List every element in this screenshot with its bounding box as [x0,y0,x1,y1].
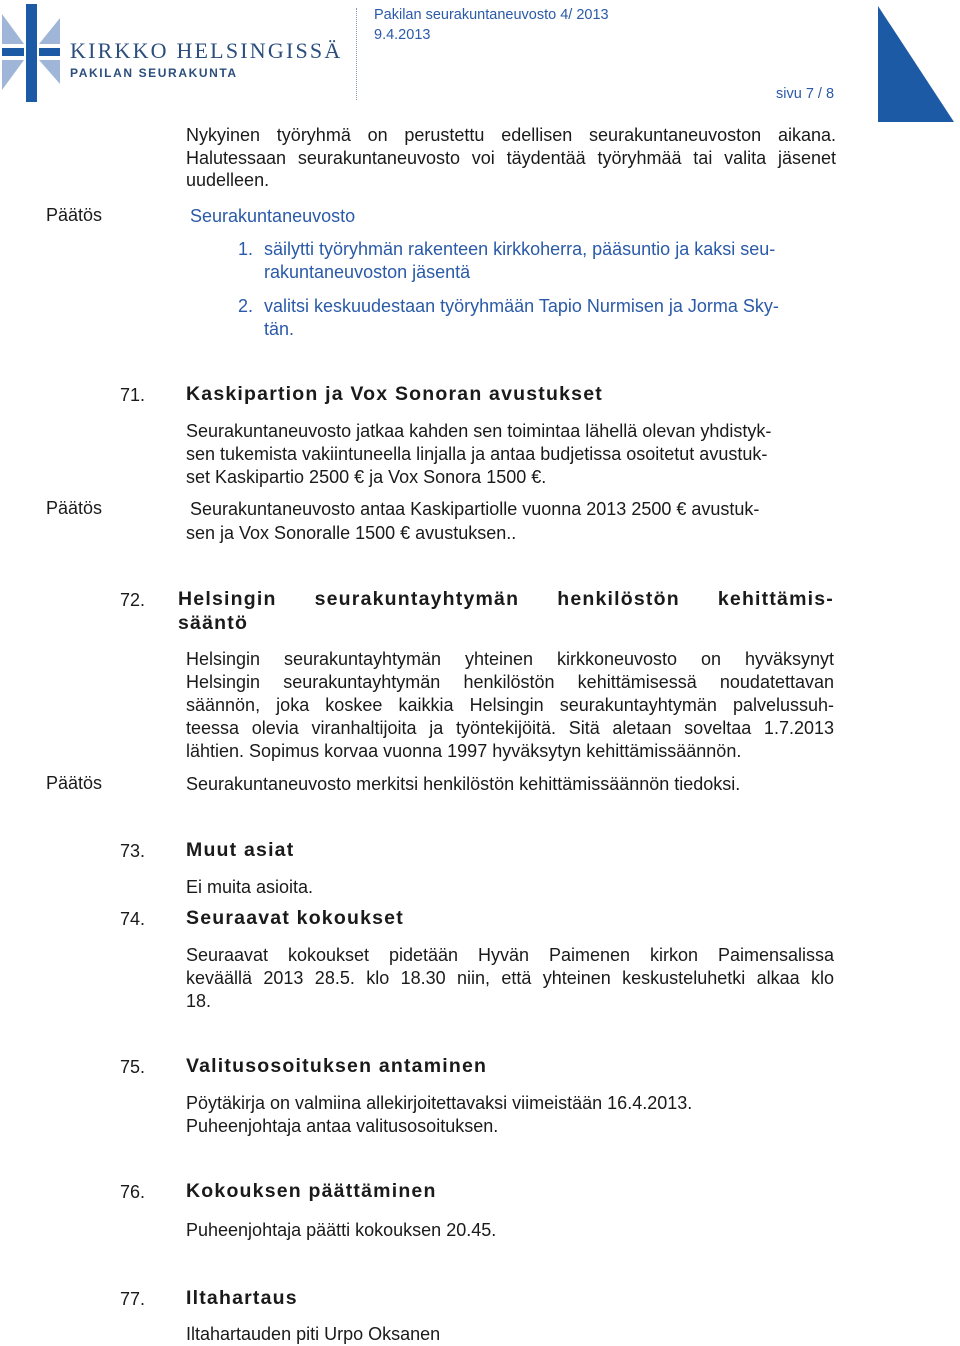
logo-subtitle: PAKILAN SEURAKUNTA [70,66,238,80]
section-heading: Kaskipartion ja Vox Sonoran avustukset [186,383,603,405]
decision-label: Päätös [46,773,103,793]
list-item: valitsi keskuudestaan työryhmään Tapio Nurmisen ja Jorma Sky- [264,296,779,316]
header-divider [356,8,357,100]
section-body-line: Seuraavat kokoukset pidetään Hyvän Paimenen kirkon Paimensalissa [186,945,834,965]
section-body-line: Seurakuntaneuvosto jatkaa kahden sen toimintaa lähellä olevan yhdistyk- [186,421,772,441]
decision-text-line: sen ja Vox Sonoralle 1500 € avustuksen.. [186,523,517,543]
section-body-line: teessa olevia viranhaltijoita ja työntekijöitä. Sitä aletaan soveltaa 1.7.2013 [186,718,834,738]
section-heading-continuation: sääntö [178,612,249,634]
section-number: 74. [120,909,146,929]
decision-text: Seurakuntaneuvosto merkitsi henkilöstön kehittämissäännön tiedoksi. [186,774,741,794]
logo-title: KIRKKO HELSINGISSÄ [70,38,343,63]
section-body-line: Helsingin seurakuntayhtymän henkilöstön kehittämisessä noudatettavan [186,672,834,692]
section-heading: Helsingin seurakuntayhtymän henkilöstön kehittämis- [178,588,834,610]
section-heading: Seuraavat kokoukset [186,907,404,929]
section-heading: Valitusosoituksen antaminen [186,1055,488,1077]
section-number: 75. [120,1057,146,1077]
decision-text-line: Seurakuntaneuvosto antaa Kaskipartiolle vuonna 2013 2500 € avustuk- [190,499,760,519]
decision-title: Seurakuntaneuvosto [190,206,356,226]
list-item: säilytti työryhmän rakenteen kirkkoherra, pääsuntio ja kaksi seu- [264,239,776,259]
list-item-number: 2. [238,296,254,316]
section-body: Ei muita asioita. [186,877,314,897]
list-item-number: 1. [238,239,254,259]
section-body-line: sen tukemista vakiintuneella linjalla ja antaa budjetissa osoitetut avustuk- [186,444,768,464]
section-number: 71. [120,385,146,405]
section-body-line: Pöytäkirja on valmiina allekirjoitettavaksi viimeistään 16.4.2013. [186,1093,693,1113]
document-title: Pakilan seurakuntaneuvosto 4/ 2013 [374,7,609,23]
section-number: 72. [120,590,146,610]
section-body-line: keväällä 2013 28.5. klo 18.30 niin, että yhteinen keskusteluhetki alkaa klo [186,968,834,988]
section-body-line: 18. [186,991,212,1011]
section-number: 76. [120,1182,146,1202]
section-heading: Muut asiat [186,839,295,861]
intro-paragraph: Nykyinen työryhmä on perustettu edellisen seurakuntaneuvoston aikana. Halutessaan seurakuntaneuvosto voi täydentää työryhmää tai valita jäsenet uudelleen. [186,125,836,191]
section-body-line: lähtien. Sopimus korvaa vuonna 1997 hyväksytyn kehittämissäännön. [186,741,742,761]
decision-label: Päätös [46,498,103,518]
church-cross-logo-icon [2,4,60,102]
section-body: Puheenjohtaja päätti kokouksen 20.45. [186,1220,497,1240]
section-body-line: Helsingin seurakuntayhtymän yhteinen kirkkoneuvosto on hyväksynyt [186,649,834,669]
section-number: 77. [120,1289,146,1309]
section-body-line: set Kaskipartio 2500 € ja Vox Sonora 1500 €. [186,467,547,487]
section-body-line: Puheenjohtaja antaa valitusosoituksen. [186,1116,499,1136]
section-body: Iltahartauden piti Urpo Oksanen [186,1324,441,1344]
section-body-line: säännön, joka koskee kaikkia Helsingin seurakuntayhtymän palvelussuh- [186,695,834,715]
section-heading: Kokouksen päättäminen [186,1180,437,1202]
document-date: 9.4.2013 [374,27,431,43]
list-item-continuation: tän. [264,319,295,339]
list-item-continuation: rakuntaneuvoston jäsentä [264,262,471,282]
page-number: sivu 7 / 8 [776,86,835,102]
section-heading: Iltahartaus [186,1287,298,1309]
decision-label: Päätös [46,205,103,225]
corner-triangle-icon [878,6,954,122]
section-number: 73. [120,841,146,861]
